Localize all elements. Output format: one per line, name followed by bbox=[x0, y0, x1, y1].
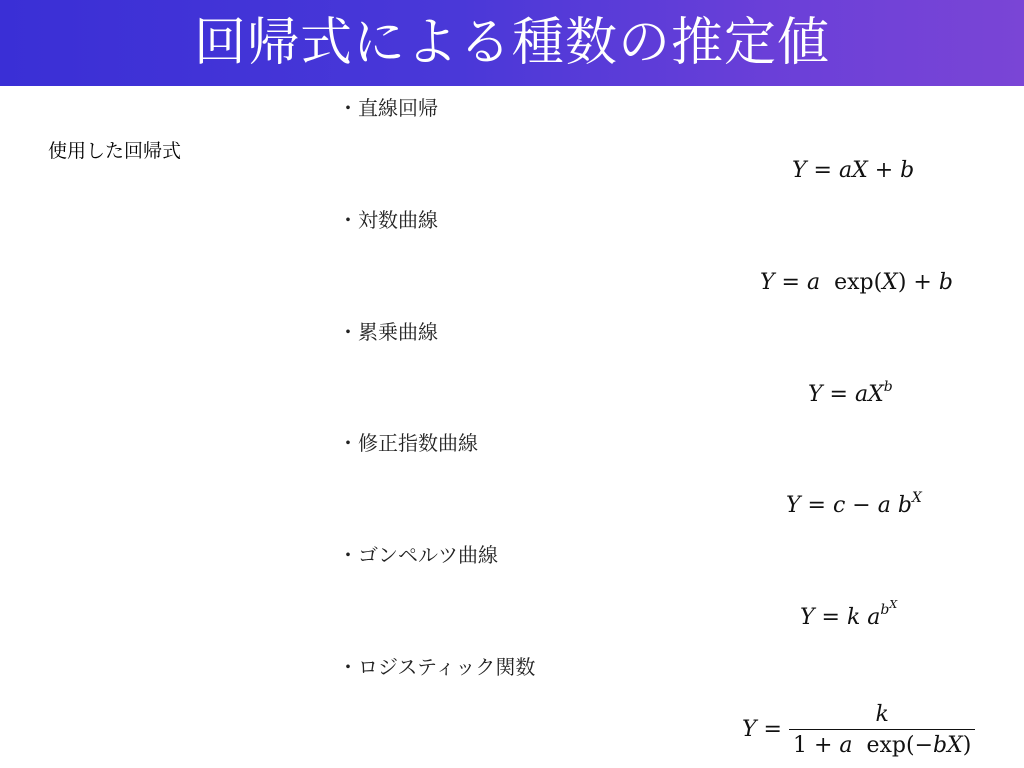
model-name-gompertz: ・ゴンペルツ曲線 bbox=[338, 543, 498, 567]
formula-logistic: Y = $\frac{k}{\text{1 + a exp(−bX)}}$ bbox=[742, 702, 975, 758]
model-name-logistic: ・ロジスティック関数 bbox=[338, 655, 536, 679]
formula-power: $Y = aX^b$ bbox=[808, 379, 893, 407]
model-name-power: ・累乗曲線 bbox=[338, 320, 438, 344]
formula-gompertz: Y = k $a^{b^X}$ bbox=[800, 598, 898, 630]
slide-title: 回帰式による種数の推定値 bbox=[193, 13, 830, 73]
side-label: 使用した回帰式 bbox=[48, 140, 182, 162]
model-name-linear: ・直線回帰 bbox=[338, 96, 438, 120]
formula-linear: Y = aX + b bbox=[792, 158, 915, 183]
formula-logarithmic: Y = a exp(X) + b bbox=[760, 270, 953, 295]
model-name-logarithmic: ・対数曲線 bbox=[338, 208, 438, 232]
model-name-modified-exponential: ・修正指数曲線 bbox=[338, 431, 478, 455]
formula-modified-exponential: Y = c − a $b^X$ bbox=[786, 490, 922, 518]
